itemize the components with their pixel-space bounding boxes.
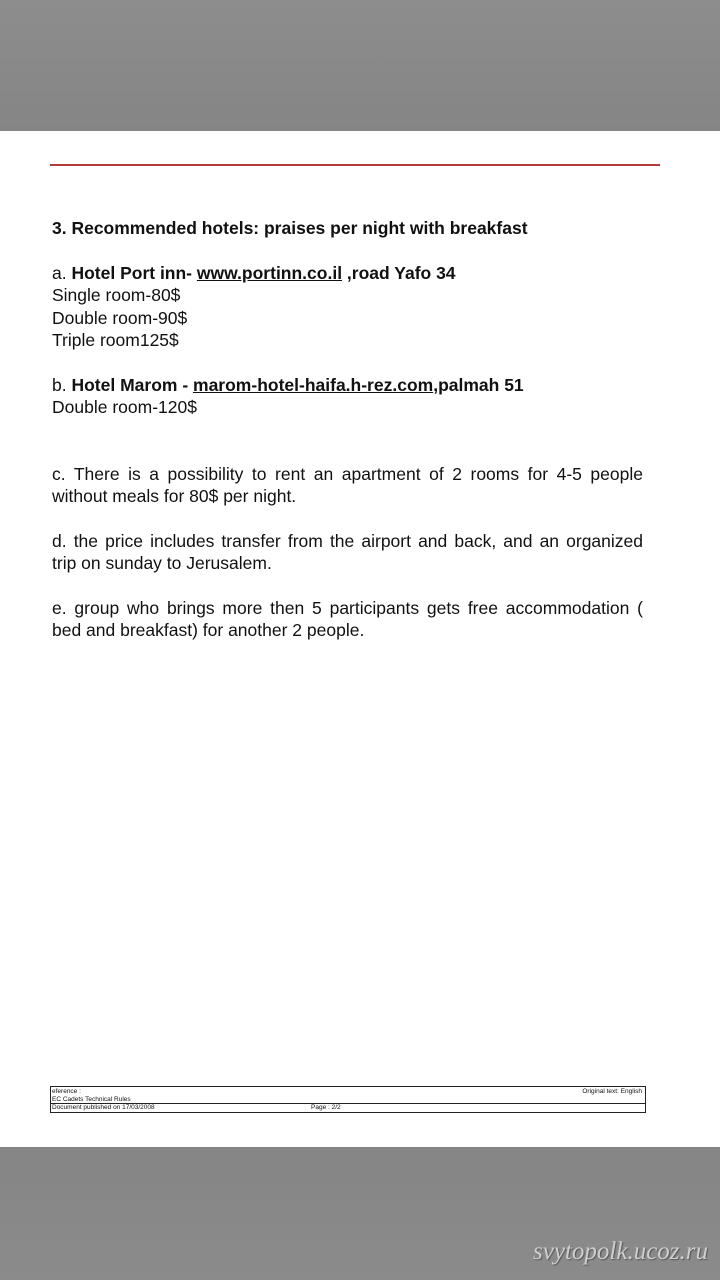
note-d: d. the price includes transfer from the airport and back, and an organized trip on sunday to Jerusalem. [52,530,643,573]
note-c: c. There is a possibility to rent an apartment of 2 rooms for 4-5 people without meals for 80$ per night. [52,463,643,506]
footer-published: Document published on 17/03/2008 [52,1104,155,1111]
hotel-a-name: Hotel Port inn- [71,262,197,283]
hotel-a-link[interactable]: www.portinn.co.il [196,262,343,283]
document-content [52,217,643,642]
hotel-b-title [52,374,643,397]
footer-reference: eference : [52,1088,81,1095]
header-rule [50,164,660,166]
hotel-a-title [52,262,643,285]
hotel-b-prefix: b. [52,374,72,395]
site-watermark: svytopolk.ucoz.ru [533,1238,708,1265]
section-heading: 3. Recommended hotels: praises per night with breakfast [52,218,528,238]
document-page [0,131,720,1147]
hotel-b-link[interactable]: marom-hotel-haifa.h-rez.com [193,374,434,395]
document-footer [50,1086,646,1113]
hotel-a-prefix: a. [52,262,72,283]
footer-rules: EC Cadets Technical Rules [52,1096,131,1103]
hotel-a-address: ,road Yafo 34 [342,262,456,283]
footer-page-number: Page : 2/2 [311,1104,341,1111]
hotel-b-room-double: Double room-120$ [52,397,197,417]
hotel-b-address: ,palmah 51 [433,374,524,395]
top-gray-band [0,0,720,131]
note-e: e. group who brings more then 5 participants gets free accommodation ( bed and breakfast) for another 2 people. [52,597,643,640]
hotel-b-name: Hotel Marom - [71,374,194,395]
hotel-a-room-triple: Triple room125$ [52,330,179,350]
footer-original-text: Original text: English [582,1088,642,1095]
hotel-a-room-double: Double room-90$ [52,307,188,328]
hotel-a-room-single: Single room-80$ [52,285,181,305]
